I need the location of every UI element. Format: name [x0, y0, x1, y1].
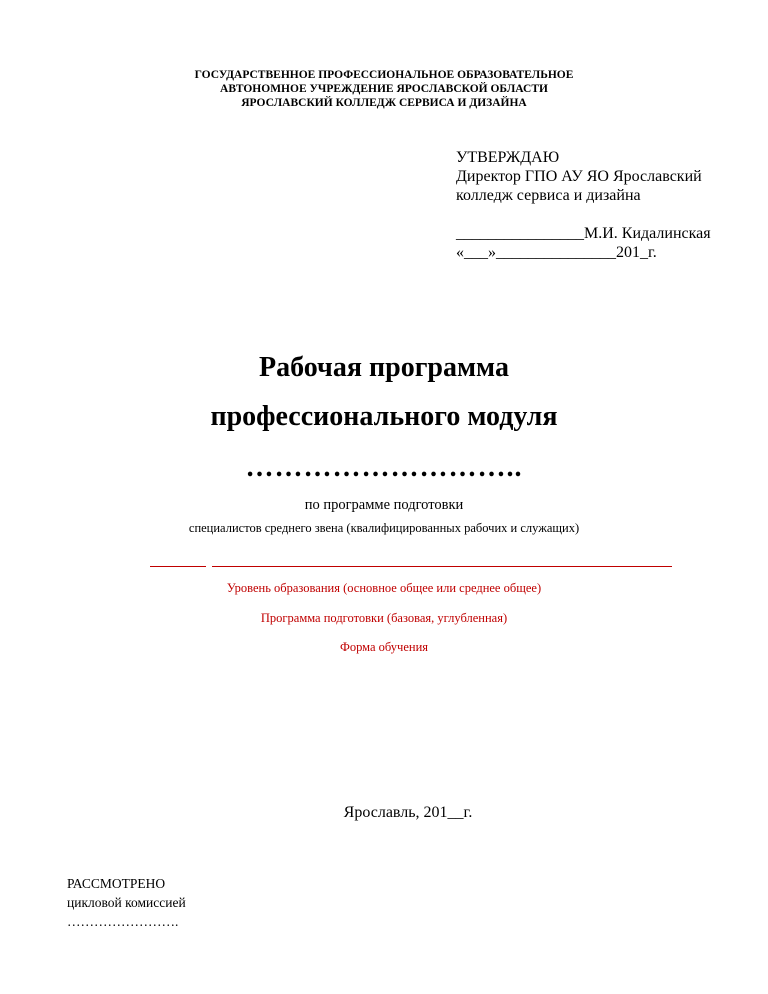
- approval-position-line-1: Директор ГПО АУ ЯО Ярославский: [456, 168, 702, 185]
- approval-block: [456, 148, 711, 262]
- reviewed-label: РАССМОТРЕНО: [67, 876, 166, 891]
- program-subtitle-2: специалистов среднего звена (квалифицированных рабочих и служащих): [188, 521, 580, 535]
- approval-date-line: «___»_______________201_г.: [456, 244, 657, 261]
- education-level-option: Уровень образования (основное общее или среднее общее): [226, 581, 542, 595]
- approval-title: УТВЕРЖДАЮ: [456, 149, 560, 166]
- document-title-line-2: профессионального модуля: [210, 401, 558, 432]
- program-type-option: Программа подготовки (базовая, углубленная): [260, 611, 508, 625]
- study-form-option: Форма обучения: [339, 640, 429, 654]
- approval-position-line-2: колледж сервиса и дизайна: [456, 187, 641, 204]
- commission-label: цикловой комиссией: [67, 895, 186, 910]
- org-line-2: АВТОНОМНОЕ УЧРЕЖДЕНИЕ ЯРОСЛАВСКОЙ ОБЛАСТИ: [220, 83, 548, 95]
- approval-signature-line: ________________М.И. Кидалинская: [456, 225, 711, 242]
- city-year: Ярославль, 201__г.: [343, 804, 473, 821]
- organization-header: [0, 68, 768, 110]
- review-block: [67, 874, 186, 931]
- red-fill-line-short: [150, 566, 206, 567]
- org-line-3: ЯРОСЛАВСКИЙ КОЛЛЕДЖ СЕРВИСА И ДИЗАЙНА: [241, 97, 527, 109]
- module-name-placeholder: ………………………..: [245, 452, 523, 483]
- org-line-1: ГОСУДАРСТВЕННОЕ ПРОФЕССИОНАЛЬНОЕ ОБРАЗОВАТЕЛЬНОЕ: [194, 69, 574, 81]
- document-title-line-1: Рабочая программа: [259, 352, 509, 383]
- program-subtitle-1: по программе подготовки: [304, 497, 464, 513]
- approval-spacer: [456, 205, 711, 224]
- commission-name-placeholder: …………………….: [67, 914, 179, 929]
- red-fill-line-long: [212, 566, 672, 567]
